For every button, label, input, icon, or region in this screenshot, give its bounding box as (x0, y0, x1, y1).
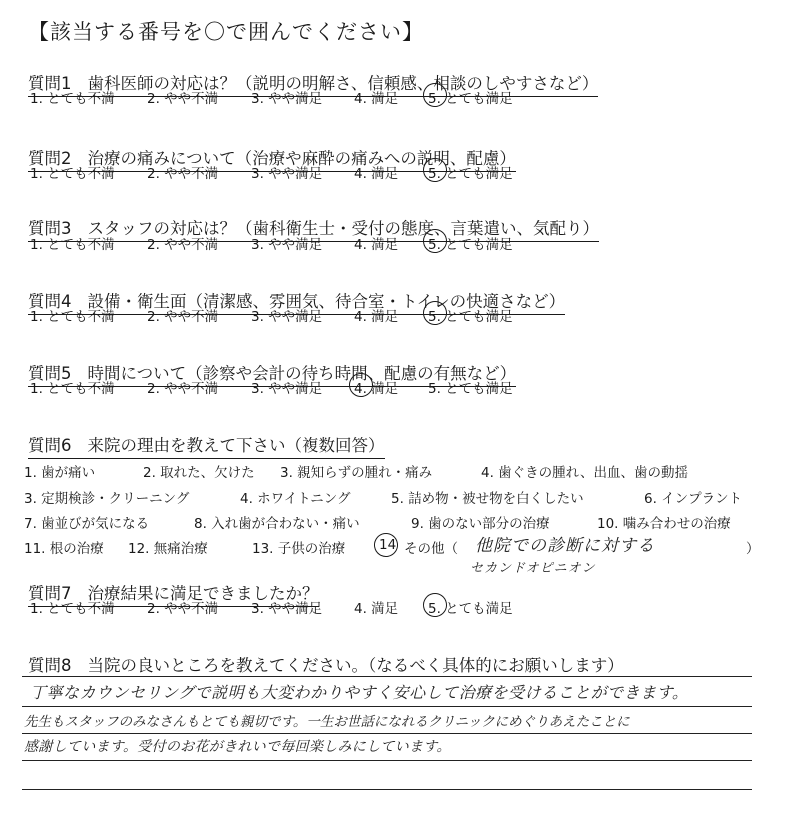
q6-option-3[interactable]: 3. 親知らずの腫れ・痛み (280, 465, 433, 481)
q6-option-4[interactable]: 4. 歯ぐきの腫れ、出血、歯の動揺 (481, 465, 688, 481)
q6-option-11[interactable]: 11. 根の治療 (24, 541, 104, 557)
q1-option-2[interactable]: 2. やや不満 (147, 91, 219, 107)
q8-handwriting-2: 先生もスタッフのみなさんもとても親切です。一生お世話になれるクリニックにめぐりあえたことに (24, 714, 630, 730)
q6-option-other-close: ） (746, 541, 760, 557)
question-8-number: 質問8 (28, 656, 72, 675)
q1-option-1[interactable]: 1. とても不満 (30, 91, 115, 107)
q8-line-2 (22, 706, 752, 707)
q6-option-1[interactable]: 1. 歯が痛い (24, 465, 96, 481)
q6-option-14-selected[interactable]: 14 (379, 537, 397, 553)
q4-option-3[interactable]: 3. やや満足 (251, 309, 323, 325)
q8-line-3 (22, 733, 752, 734)
question-3-text: スタッフの対応は？（歯科衛生士・受付の態度、言葉遣い、気配り） (87, 219, 599, 238)
question-7-number: 質問7 (28, 584, 72, 603)
q5-option-2[interactable]: 2. やや不満 (147, 381, 219, 397)
q7-option-4[interactable]: 4. 満足 (354, 601, 399, 617)
q2-option-5-selected[interactable]: 5. とても満足 (428, 162, 513, 182)
question-6-number: 質問6 (28, 436, 72, 455)
question-2-text: 治療の痛みについて（治療や麻酔の痛みへの説明、配慮） (87, 149, 516, 168)
q8-handwriting-3: 感謝しています。受付のお花がきれいで毎回楽しみにしています。 (24, 739, 451, 755)
q6-option-10[interactable]: 10. 噛み合わせの治療 (597, 516, 731, 532)
question-2-number: 質問2 (28, 149, 72, 168)
q8-handwriting-1: 丁寧なカウンセリングで説明も大変わかりやすく安心して治療を受けることができます。 (30, 683, 689, 702)
q3-option-3[interactable]: 3. やや満足 (251, 237, 323, 253)
question-8-text: 当院の良いところを教えてください。（なるべく具体的にお願いします） (87, 656, 624, 675)
q6-option-12[interactable]: 12. 無痛治療 (128, 541, 208, 557)
question-4-text: 設備・衛生面（清潔感、雰囲気、待合室・トイレの快適さなど） (87, 292, 566, 311)
q5-option-5[interactable]: 5. とても満足 (428, 381, 513, 397)
q7-option-1[interactable]: 1. とても不満 (30, 601, 115, 617)
q4-option-1[interactable]: 1. とても不満 (30, 309, 115, 325)
q6-option-13[interactable]: 13. 子供の治療 (252, 541, 346, 557)
q3-option-1[interactable]: 1. とても不満 (30, 237, 115, 253)
q4-option-2[interactable]: 2. やや不満 (147, 309, 219, 325)
q5-option-3[interactable]: 3. やや満足 (251, 381, 323, 397)
question-7-text: 治療結果に満足できましたか？ (87, 584, 319, 603)
q6-option-9[interactable]: 9. 歯のない部分の治療 (411, 516, 550, 532)
q3-option-4[interactable]: 4. 満足 (354, 237, 399, 253)
q6-option-2[interactable]: 2. 取れた、欠けた (143, 465, 255, 481)
q1-option-4[interactable]: 4. 満足 (354, 91, 399, 107)
question-5-number: 質問5 (28, 364, 72, 383)
question-8-title (28, 652, 624, 676)
q4-option-5-selected[interactable]: 5. とても満足 (428, 305, 513, 325)
q6-option-4b[interactable]: 4. ホワイトニング (240, 491, 351, 507)
q6-option-8[interactable]: 8. 入れ歯が合わない・痛い (194, 516, 360, 532)
q2-option-4[interactable]: 4. 満足 (354, 166, 399, 182)
q6-other-handwriting-1: 他院での診断に対する (475, 536, 655, 556)
q5-option-4-selected[interactable]: 4. 満足 (354, 377, 398, 397)
q8-line-4 (22, 760, 752, 761)
question-6-title (28, 432, 385, 459)
question-1-text: 歯科医師の対応は？（説明の明解さ、信頼感、相談のしやすさなど） (87, 74, 599, 93)
question-3-number: 質問3 (28, 219, 72, 238)
q6-option-6[interactable]: 6. インプラント (644, 491, 743, 507)
q2-option-1[interactable]: 1. とても不満 (30, 166, 115, 182)
q1-option-5-selected[interactable]: 5. とても満足 (428, 87, 513, 107)
question-1-number: 質問1 (28, 74, 72, 93)
q6-option-3b[interactable]: 3. 定期検診・クリーニング (24, 491, 190, 507)
q2-option-2[interactable]: 2. やや不満 (147, 166, 219, 182)
q6-option-other-label: その他（ (404, 541, 458, 557)
q3-option-2[interactable]: 2. やや不満 (147, 237, 219, 253)
question-4-number: 質問4 (28, 292, 72, 311)
q5-option-1[interactable]: 1. とても不満 (30, 381, 115, 397)
q1-option-3[interactable]: 3. やや満足 (251, 91, 323, 107)
question-6-text: 来院の理由を教えて下さい（複数回答） (87, 436, 385, 455)
q7-option-5-selected[interactable]: 5. とても満足 (428, 597, 513, 617)
q6-other-handwriting-2: セカンドオピニオン (470, 561, 596, 576)
q7-option-2[interactable]: 2. やや不満 (147, 601, 219, 617)
q6-option-5[interactable]: 5. 詰め物・被せ物を白くしたい (391, 491, 584, 507)
q8-line-5 (22, 789, 752, 790)
page-title: 【該当する番号を〇で囲んでください】 (28, 20, 424, 44)
q6-option-7[interactable]: 7. 歯並びが気になる (24, 516, 150, 532)
q7-option-3[interactable]: 3. やや満足 (251, 601, 323, 617)
q8-line-1 (22, 676, 752, 677)
q4-option-4[interactable]: 4. 満足 (354, 309, 399, 325)
question-5-text: 時間について（診察や会計の待ち時間、配慮の有無など） (87, 364, 517, 383)
q3-option-5-selected[interactable]: 5. とても満足 (428, 233, 513, 253)
q2-option-3[interactable]: 3. やや満足 (251, 166, 323, 182)
